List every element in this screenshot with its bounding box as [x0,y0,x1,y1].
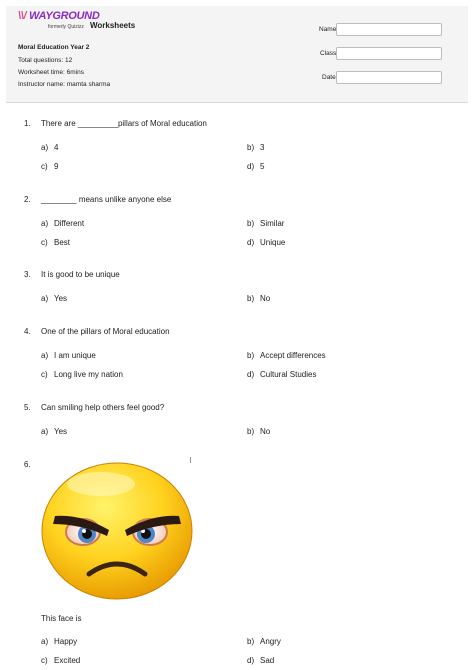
option-5b[interactable]: b) No [247,427,271,436]
option-4d[interactable]: d) Cultural Studies [247,370,317,379]
option-5a[interactable]: a) Yes [41,427,68,436]
date-field[interactable] [336,71,442,84]
worksheet-subject: Moral Education Year 2 [18,44,90,51]
option-6d[interactable]: d) Sad [247,656,275,665]
option-6b[interactable]: b) Angry [247,637,281,646]
logo-subtitle: formerly Quizizz [48,24,84,30]
option-2d[interactable]: d) Unique [247,238,286,247]
wayground-logo [18,10,100,36]
question-number: 3. [24,270,31,279]
option-2a[interactable]: a) Different [41,219,85,228]
question-text: Can smiling help others feel good? [41,403,165,412]
option-1d[interactable]: d) 5 [247,162,265,171]
worksheets-title: Worksheets [90,21,136,30]
question-number: 1. [24,119,31,128]
instructor-name: Instructor name: mamta sharma [18,81,111,88]
question-text: It is good to be unique [41,270,120,279]
question-number: 5. [24,403,31,412]
option-4a[interactable]: a) I am unique [41,351,96,360]
date-label: Date [322,74,336,81]
question-number: 4. [24,327,31,336]
logo-text: WAYGROUND [29,10,100,22]
angry-face-icon [41,462,193,600]
option-2b[interactable]: b) Similar [247,219,285,228]
question-text: ________ means unlike anyone else [41,195,172,204]
option-2c[interactable]: c) Best [41,238,71,247]
name-label: Name [319,26,337,33]
option-6a[interactable]: a) Happy [41,637,78,646]
question-number: 6. [24,460,31,469]
class-field[interactable] [336,47,442,60]
option-3b[interactable]: b) No [247,294,271,303]
option-3a[interactable]: a) Yes [41,294,68,303]
question-text: One of the pillars of Moral education [41,327,170,336]
option-4b[interactable]: b) Accept differences [247,351,326,360]
worksheet-time: Worksheet time: 6mins [18,69,84,76]
question-6-text: This face is [41,614,82,623]
option-1a[interactable]: a) 4 [41,143,59,152]
logo-mark-icon: \\/ [18,10,30,22]
option-1c[interactable]: c) 9 [41,162,59,171]
option-1b[interactable]: b) 3 [247,143,265,152]
question-number: 2. [24,195,31,204]
option-4c[interactable]: c) Long live my nation [41,370,123,379]
option-6c[interactable]: c) Excited [41,656,81,665]
class-label: Class [320,50,337,57]
name-field[interactable] [336,23,442,36]
question-text: There are _________pillars of Moral education [41,119,207,128]
total-questions: Total questions: 12 [18,57,73,64]
